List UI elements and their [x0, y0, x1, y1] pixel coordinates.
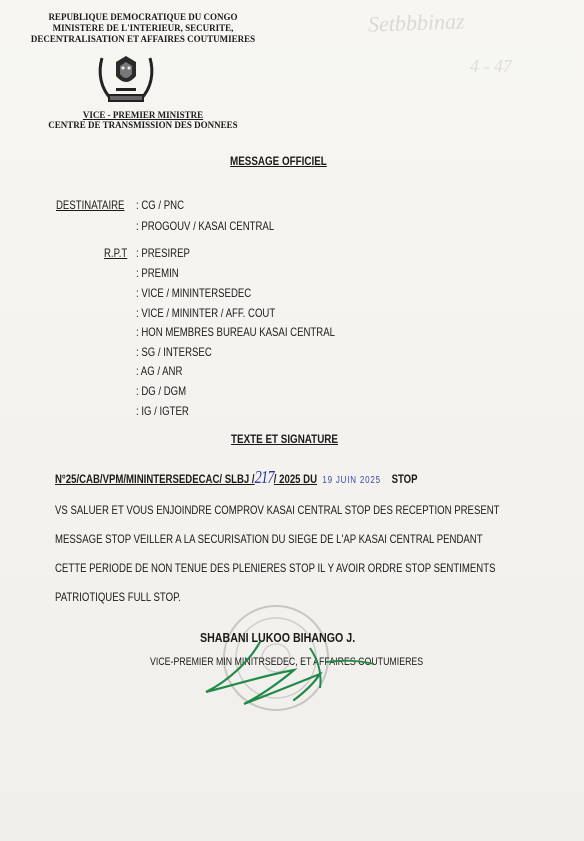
rpt-item: : PRESIREP [136, 246, 190, 260]
body-line: MESSAGE STOP VEILLER A LA SECURISATION DU SIEGE DE L'AP KASAI CENTRAL PENDANT [55, 532, 483, 546]
body-line: PATRIOTIQUES FULL STOP. [55, 590, 181, 604]
reference-line [55, 467, 418, 488]
signature-icon [190, 630, 390, 720]
reference-prefix: N°25/CAB/VPM/MININTERSEDECAC/ SLBJ / [55, 472, 255, 486]
destinataire-item: : PROGOUV / KASAI CENTRAL [136, 219, 275, 233]
bleed-through-text: Setbbbinaz [367, 8, 465, 37]
letterhead [20, 12, 266, 45]
body-line: CETTE PERIODE DE NON TENUE DES PLENIERES STOP IL Y AVOIR ORDRE STOP SENTIMENTS [55, 561, 496, 575]
handwritten-number: 217 [254, 467, 274, 487]
section-subtitle: TEXTE ET SIGNATURE [231, 432, 338, 446]
rpt-item: : IG / IGTER [136, 404, 189, 418]
rpt-item: : SG / INTERSEC [136, 345, 212, 359]
centre-label: CENTRE DE TRANSMISSION DES DONNEES [48, 120, 238, 130]
rpt-item: : VICE / MININTERSEDEC [136, 286, 252, 300]
document-title: MESSAGE OFFICIEL [230, 154, 327, 168]
rpt-item: : PREMIN [136, 266, 179, 280]
bleed-through-text-2: 4 - 47 [470, 56, 512, 76]
destinataire-item: : CG / PNC [136, 198, 185, 212]
reference-suffix: STOP [391, 472, 418, 486]
signer-name: SHABANI LUKOO BIHANGO J. [200, 630, 356, 645]
date-stamp: 19 JUIN 2025 [322, 475, 381, 486]
destinataire-label: DESTINATAIRE [56, 198, 125, 212]
letterhead-subhead [30, 110, 256, 130]
rpt-item: : VICE / MININTER / AFF. COUT [136, 306, 276, 320]
coat-of-arms-icon [94, 52, 158, 112]
body-line: VS SALUER ET VOUS ENJOINDRE COMPROV KASAI CENTRAL STOP DES RECEPTION PRESENT [55, 503, 500, 517]
reference-year: / 2025 DU [273, 472, 318, 486]
letterhead-line-2: MINISTERE DE L'INTERIEUR, SECURITE, [52, 23, 234, 33]
signer-title: VICE-PREMIER MIN MINITRSEDEC, ET AFFAIRES COUTUMIERES [150, 656, 424, 668]
rpt-item: : HON MEMBRES BUREAU KASAI CENTRAL [136, 325, 335, 339]
rpt-label: R.P.T [104, 246, 128, 260]
vice-premier-label: VICE - PREMIER MINISTRE [82, 110, 204, 120]
rpt-item: : DG / DGM [136, 384, 187, 398]
letterhead-line-3: DECENTRALISATION ET AFFAIRES COUTUMIERES [30, 34, 256, 44]
letterhead-line-1: REPUBLIQUE DEMOCRATIQUE DU CONGO [48, 12, 238, 22]
rpt-item: : AG / ANR [136, 364, 183, 378]
